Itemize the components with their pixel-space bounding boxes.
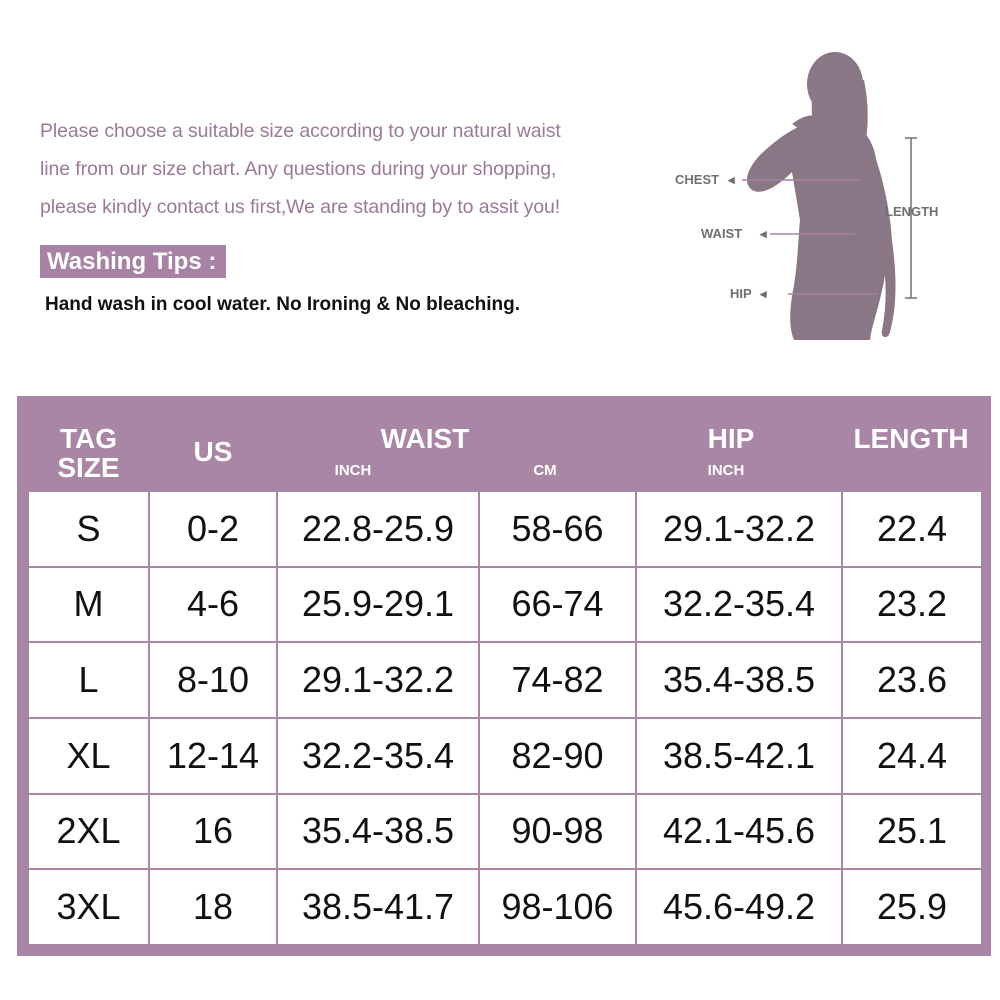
length-label: LENGTH [885,204,939,219]
cell-us: 18 [150,870,276,944]
cell-waist-inch: 25.9-29.1 [278,568,478,642]
intro-text [40,112,660,226]
cell-waist-cm: 58-66 [480,492,635,566]
cell-tag-size: 2XL [29,795,148,869]
cell-us: 8-10 [150,643,276,717]
waist-arrow-icon: ◂ [760,226,767,241]
body-measurement-figure [660,40,980,350]
cell-length: 25.1 [843,795,981,869]
cell-tag-size: S [29,492,148,566]
cell-length: 23.2 [843,568,981,642]
header-waist: WAIST [380,423,470,454]
cell-us: 12-14 [150,719,276,793]
waist-label: WAIST [701,226,743,241]
intro-line: please kindly contact us first,We are standing by to assit you! [40,196,561,218]
cell-waist-inch: 38.5-41.7 [278,870,478,944]
cell-waist-cm: 90-98 [480,795,635,869]
cell-waist-cm: 82-90 [480,719,635,793]
cell-waist-inch: 29.1-32.2 [278,643,478,717]
cell-hip-inch: 29.1-32.2 [637,492,841,566]
intro-line: Please choose a suitable size according to your natural waist [40,120,561,142]
size-chart-body [29,492,979,944]
cell-us: 4-6 [150,568,276,642]
cell-hip-inch: 32.2-35.4 [637,568,841,642]
cell-hip-inch: 42.1-45.6 [637,795,841,869]
cell-us: 16 [150,795,276,869]
cell-length: 23.6 [843,643,981,717]
cell-tag-size: 3XL [29,870,148,944]
hip-arrow-icon: ◂ [760,286,767,301]
chest-label: CHEST [675,172,720,187]
cell-waist-cm: 74-82 [480,643,635,717]
header-tag-line1: TAG [59,423,118,454]
header-length: LENGTH [853,423,969,454]
header-hip-inch: INCH [707,462,745,479]
header-tag-line2: SIZE [57,452,120,483]
washing-tips-text: Hand wash in cool water. No Ironing & No bleaching. [45,294,521,315]
size-chart-table [17,396,991,956]
cell-hip-inch: 38.5-42.1 [637,719,841,793]
header-waist-inch: INCH [334,462,372,479]
cell-waist-inch: 22.8-25.9 [278,492,478,566]
cell-us: 0-2 [150,492,276,566]
washing-tips-badge: Washing Tips : [40,245,226,278]
hip-label: HIP [730,286,752,301]
header-hip: HIP [707,423,755,454]
cell-tag-size: XL [29,719,148,793]
cell-waist-cm: 98-106 [480,870,635,944]
cell-tag-size: L [29,643,148,717]
body-silhouette-icon [747,52,896,340]
header-tag-size [29,424,148,482]
cell-waist-cm: 66-74 [480,568,635,642]
cell-length: 25.9 [843,870,981,944]
cell-waist-inch: 32.2-35.4 [278,719,478,793]
header-waist-cm: CM [533,462,557,479]
cell-length: 24.4 [843,719,981,793]
chest-arrow-icon: ◂ [728,172,735,187]
cell-hip-inch: 35.4-38.5 [637,643,841,717]
cell-length: 22.4 [843,492,981,566]
cell-hip-inch: 45.6-49.2 [637,870,841,944]
cell-tag-size: M [29,568,148,642]
header-us: US [193,436,233,467]
intro-line: line from our size chart. Any questions during your shopping, [40,158,557,180]
cell-waist-inch: 35.4-38.5 [278,795,478,869]
